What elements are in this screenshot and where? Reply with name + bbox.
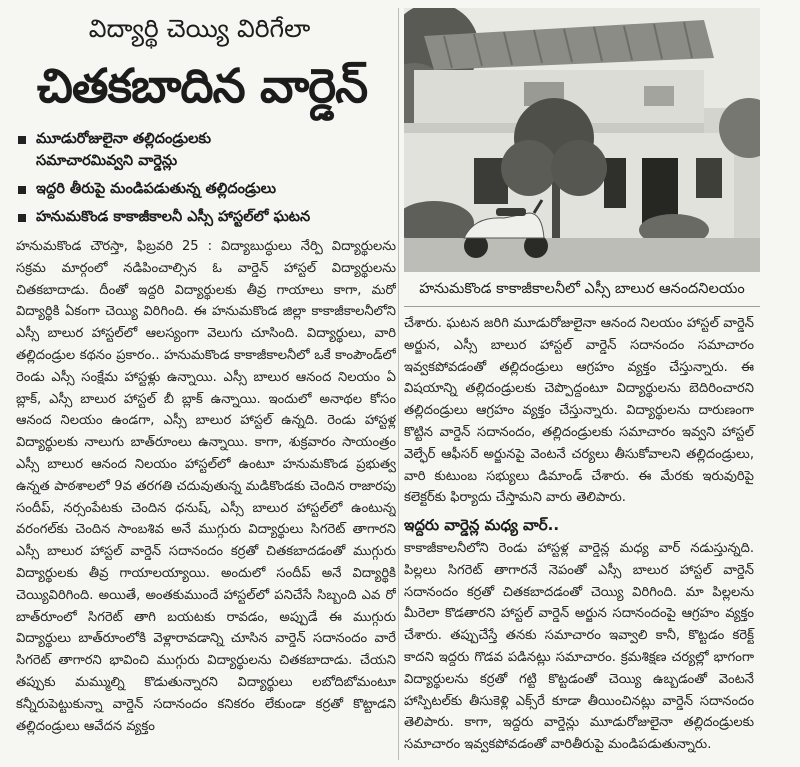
article-headline: చితకబాదిన వార్డెన్ bbox=[36, 59, 368, 114]
article-kicker: విద్యార్థి చెయ్యి విరిగేలా bbox=[88, 14, 311, 43]
hostel-building-image bbox=[404, 8, 760, 272]
bullet-item bbox=[16, 206, 391, 228]
bullet-text: హనుమకొండ కాకాజీకాలనీ ఎస్సీ హాస్టల్‌లో ఘటన bbox=[36, 209, 311, 225]
column-divider bbox=[398, 8, 399, 760]
caption-divider bbox=[404, 306, 760, 307]
highlight-bullets bbox=[16, 128, 391, 234]
article-body-left-column bbox=[16, 236, 396, 761]
photo-caption: హనుమకొండ కాకాజీకాలనీలో ఎస్సీ బాలుర ఆనందనిలయం bbox=[419, 281, 745, 297]
hostel-photo bbox=[404, 8, 760, 272]
article-body-right-column-top bbox=[404, 313, 754, 509]
square-bullet-icon bbox=[18, 186, 26, 194]
bullet-item bbox=[16, 128, 391, 172]
bullet-text: మూడురోజులైనా తల్లిదండ్రులకు సమాచారమివ్వని వార్డెన్లు bbox=[36, 131, 211, 169]
bullet-text: ఇద్దరి తీరుపై మండిపడుతున్న తల్లిదండ్రులు bbox=[36, 181, 277, 197]
article-subhead: ఇద్దరు వార్డెన్ల మధ్య వార్.. bbox=[404, 516, 560, 534]
body-paragraph: కాకాజీకాలనీలోని రెండు హాస్టళ్ల వార్డెన్ల మధ్య వార్ నడుస్తున్నది. పిల్లలు సిగరెట్ తాగారనే నెపంతో ఎస్సీ బాలుర హాస్టల్ వార్డెన్ సదానందం కర్రతో చితకబాదడంతో చెయ్యి విరిగింది. మా పిల్లలను మీరెలా కొడతారని హాస్టల్ వార్డెన్ అర్జున సదానందంపై ఆగ్రహం వ్యక్తం చేశారు. తప్పుచేస్తే తనకు సమాచారం ఇవ్వాలి కానీ, కొట్టడం కరెక్ట్ కాదని ఇద్దరు గొడవ పడినట్లు సమాచారం. క్రమశిక్షణ చర్యల్లో భాగంగా విద్యార్థులను కర్రతో గట్టి కొట్టడంతో చెయ్యి ఉబ్బడంతో వెంటనే హాస్పిటల్‌కు తీసుకెళ్లి ఎక్స్‌రే కూడా తీయించినట్లు వార్డెన్ సదానందం తెలిపారు. కాగా, ఇద్దరు వార్డెన్లు మూడురోజులైనా తల్లిదండ్రులకు సమాచారం ఇవ్వకపోవడంతో వారితీరుపై మండిపడుతున్నారు. bbox=[404, 541, 754, 753]
body-paragraph: చేశారు. ఘటన జరిగి మూడురోజులైనా ఆనంద నిలయం హాస్టల్ వార్డెన్ అర్జున, ఎస్సీ బాలుర హాస్టల్ వార్డెన్ సదానందం సమాచారం ఇవ్వకపోవడంతో తల్లిదండ్రులు ఆగ్రహం వ్యక్తం చేస్తున్నారు. ఈ విషయాన్ని తల్లిదండ్రులకు చెప్పొద్దంటూ విద్యార్థులను బెదిరించారని తల్లిదండ్రులు ఆగ్రహం వ్యక్తం చేస్తున్నారు. విద్యార్థులను దారుణంగా కొట్టిన వార్డెన్ సదానందం, తల్లిదండ్రులకు సమాచారం ఇవ్వని హాస్టల్ వెల్ఫేర్ ఆఫీసర్ అర్జునపై వెంటనే చర్యలు తీసుకోవాలని తల్లిదండ్రులు, వారి కుటుంబ సభ్యులు డిమాండ్ చేశారు. ఈ మేరకు ఇరువురిపై కలెక్టర్‌కు ఫిర్యాదు చేస్తామని వారు తెలిపారు. bbox=[404, 316, 754, 506]
article-body-right-column-bottom bbox=[404, 538, 754, 756]
square-bullet-icon bbox=[18, 214, 26, 222]
body-paragraph: హనుమకొండ చౌరస్తా, ఫిబ్రవరి 25 : విద్యాబుద్ధులు నేర్పి విద్యార్థులను సక్రమ మార్గంలో నడిపించాల్సిన ఓ వార్డెన్ హాస్టల్ విద్యార్థులను చితకబాదాడు. దీంతో ఇద్దరి విద్యార్థులకు తీవ్ర గాయాలు కాగా, మరో విద్యార్థికి ఏకంగా చెయ్యి విరిగింది. ఈ హనుమకొండ జిల్లా కాకాజీకాలనీలోని ఎస్సీ బాలుర హాస్టల్‌లో ఆలస్యంగా వెలుగు చూసింది. విద్యార్థులు, వారి తల్లిదండ్రుల కథనం ప్రకారం.. హనుమకొండ కాకాజీకాలనీలో ఒకే కాంపౌండ్‌లో రెండు ఎస్సీ సంక్షేమ హాస్టళ్లు ఉన్నాయి. ఎస్సీ బాలుర ఆనంద నిలయం ఏ బ్లాక్, ఎస్సీ బాలుర హాస్టల్ బీ బ్లాక్ ఉన్నాయి. ఇందులో అనాథల కోసం ఆనంద నిలయం ఉండగా, ఎస్సీ బాలుర హాస్టల్ ఉన్నది. రెండు హాస్టళ్ల విద్యార్థులకు నాలుగు బాత్‌రూంలు ఉన్నాయి. కాగా, శుక్రవారం సాయంత్రం ఎస్సీ బాలుర ఆనంద నిలయం హాస్టల్‌లో ఉంటూ హనుమకొండ ప్రభుత్వ ఉన్నత పాఠశాలలో 9వ తరగతి చదువుతున్న మడికొండకు చెందిన రాజారపు సందీప్, నర్సంపేటకు చెందిన ధనుష్, ఎస్సీ బాలుర హాస్టల్‌లో ఉంటున్న వరంగల్‌కు చెందిన సాంబశివ అనే ముగ్గురు విద్యార్థులు సిగరెట్ తాగారని ఎస్సీ బాలుర హాస్టల్ వార్డెన్ సదానందం కర్రతో చితకబాదడంతో ముగ్గురు విద్యార్థులకు తీవ్ర గాయాలయ్యాయి. అందులో సందీప్ అనే విద్యార్థికి చెయ్యివిరిగింది. అయితే, అంతకుముందే హాస్టల్‌లో పనిచేసే సిబ్బంది ఎవ రో బాత్‌రూంలో సిగరెట్ తాగి బయటకు రావడం, అప్పుడే ఈ ముగ్గురు విద్యార్థులు బాత్‌రూంలోకి వెళ్లారావడాన్ని చూసిన వార్డెన్ సదానందం వారే సిగరెట్ తాగారని భావించి ముగ్గురు విద్యార్థులను చితకబాదాడు. చేయని తప్పుకు మమ్ముల్ని కొడుతున్నారని విద్యార్థులు లబోదిబోమంటూ కన్నీరుపెట్టుకున్నా వార్డెన్ సదానందం కనికరం లేకుండా కర్రతో కొట్టాడని తల్లిదండ్రులు ఆవేదన వ్యక్తం bbox=[16, 239, 396, 734]
bullet-item bbox=[16, 178, 391, 200]
square-bullet-icon bbox=[18, 136, 26, 144]
